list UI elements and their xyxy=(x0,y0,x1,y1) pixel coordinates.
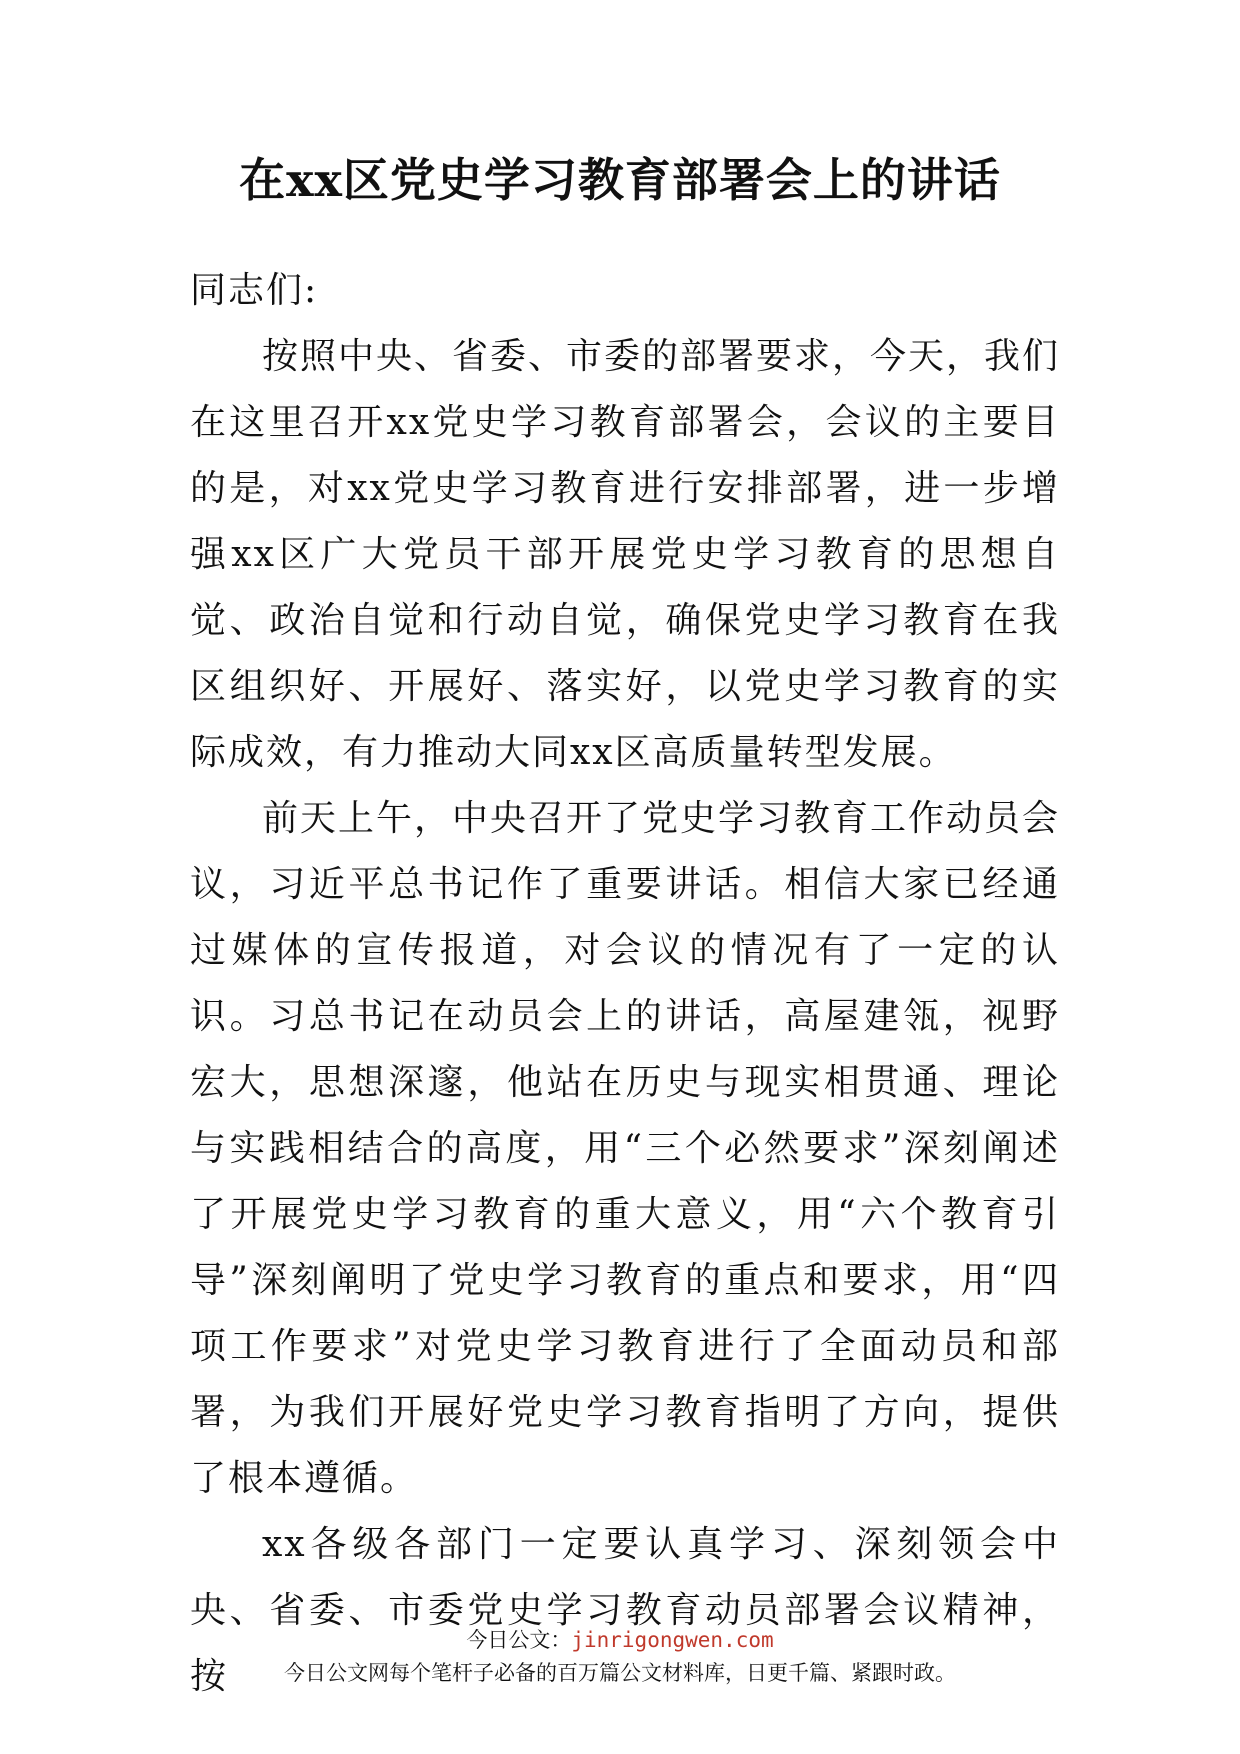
footer-site-line xyxy=(0,1626,1240,1654)
paragraph-1: 按照中央、省委、市委的部署要求，今天，我们在这里召开xx党史学习教育部署会，会议的主要目的是，对xx党史学习教育进行安排部署，进一步增强xx区广大党员干部开展党史学习教育的思想自觉、政治自觉和行动自觉，确保党史学习教育在我区组织好、开展好、落实好，以党史学习教育的实际成效，有力推动大同xx区高质量转型发展。 xyxy=(190,336,1061,773)
footer-site-url[interactable]: jinrigongwen.com xyxy=(571,1628,774,1652)
footer-slogan: 今日公文网每个笔杆子必备的百万篇公文材料库，日更千篇、紧跟时政。 xyxy=(284,1661,956,1685)
paragraph-2: 前天上午，中央召开了党史学习教育工作动员会议，习近平总书记作了重要讲话。相信大家已经通过媒体的宣传报道，对会议的情况有了一定的认识。习总书记在动员会上的讲话，高屋建瓴，视野宏大，思想深邃，他站在历史与现实相贯通、理论与实践相结合的高度，用“三个必然要求”深刻阐述了开展党史学习教育的重大意义，用“六个教育引导”深刻阐明了党史学习教育的重点和要求，用“四项工作要求”对党史学习教育进行了全面动员和部署，为我们开展好党史学习教育指明了方向，提供了根本遵循。 xyxy=(190,798,1061,1499)
document-title: 在xx区党史学习教育部署会上的讲话 xyxy=(239,153,1001,207)
document-body xyxy=(190,258,1060,1710)
paragraph-3: xx各级各部门一定要认真学习、深刻领会中央、省委、市委党史学习教育动员部署会议精神，按 xyxy=(190,1524,1060,1697)
footer-site-label: 今日公文： xyxy=(466,1628,572,1652)
salutation: 同志们: xyxy=(190,270,319,311)
